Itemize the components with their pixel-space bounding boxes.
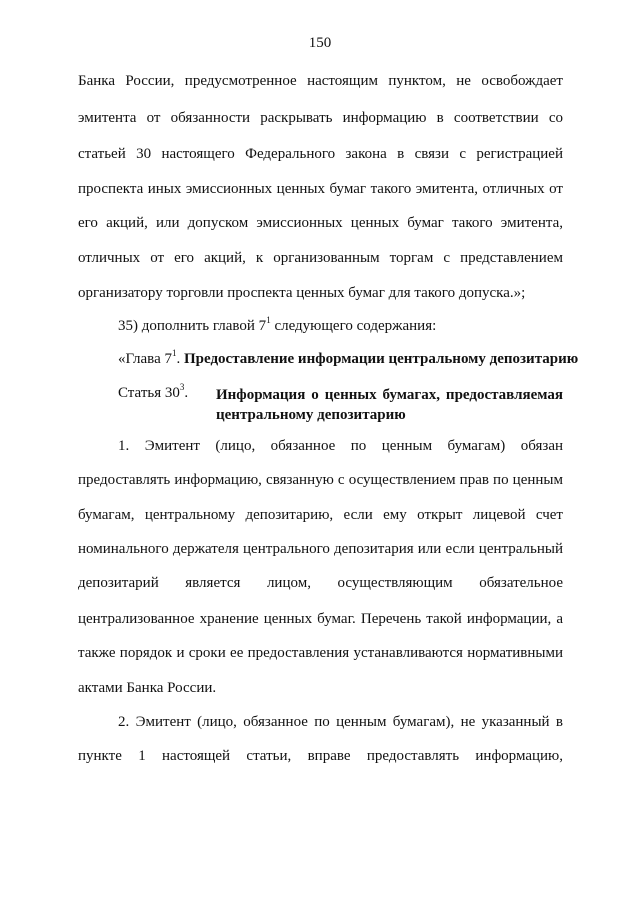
page-number: 150 [308,35,332,51]
paragraph-line: актами Банка России. [78,680,217,696]
paragraph-line: пункте 1 настоящей статьи, вправе предоставлять информацию, [78,748,563,764]
article-title [216,385,563,425]
amendment-item-35 [118,315,563,335]
paragraph-line: также порядок и сроки ее предоставления устанавливаются нормативными [78,645,563,661]
paragraph-line: 2. Эмитент (лицо, обязанное по ценным бумагам), не указанный в [118,714,563,730]
paragraph-line: бумагам, центральному депозитарию, если ему открыт лицевой счет [78,507,563,523]
chapter-title: Предоставление информации центральному депозитарию [183,351,579,367]
item-text: 35) дополнить главой 7 [118,318,267,334]
paragraph-line: централизованное хранение ценных бумаг. Перечень такой информации, а [78,611,563,627]
article-label: Статья $30^3$. [118,382,189,401]
text-line: Банка России, предусмотренное настоящим пунктом, не освобождает [78,73,563,89]
paragraph-line: предоставлять информацию, связанную с осуществлением прав по ценным [78,472,563,488]
article-title-line: центральному депозитарию [216,407,406,423]
paragraph-line: номинального держателя центрального депозитария или если центральный [78,541,563,557]
chapter-dot: . [176,351,184,367]
superscript: 1 [266,315,271,325]
superscript: 3 [179,382,185,392]
text-line: эмитента от обязанности раскрывать информацию в соответствии со [78,110,563,126]
paragraph-line: депозитарий является лицом, осуществляющим обязательное [78,575,563,591]
text-line: отличных от его акций, к организованным торгам с представлением [78,250,563,266]
text-line: его акций, или допуском эмиссионных ценных бумаг такого эмитента, [78,215,563,231]
paragraph-line: 1. Эмитент (лицо, обязанное по ценным бумагам) обязан [118,438,563,454]
superscript: 1 [171,348,177,358]
text-line: организатору торговли проспекта ценных бумаг для такого допуска.»; [78,285,526,301]
text-line: проспекта иных эмиссионных ценных бумаг такого эмитента, отличных от [78,181,563,197]
chapter-prefix: «Глава 7 [118,351,172,367]
text-line: статьей 30 настоящего Федерального закона в связи с регистрацией [78,146,563,162]
item-text: следующего содержания: [270,318,437,334]
article-title-line: Информация о ценных бумагах, предоставляемая [216,387,563,403]
chapter-heading [118,348,579,368]
